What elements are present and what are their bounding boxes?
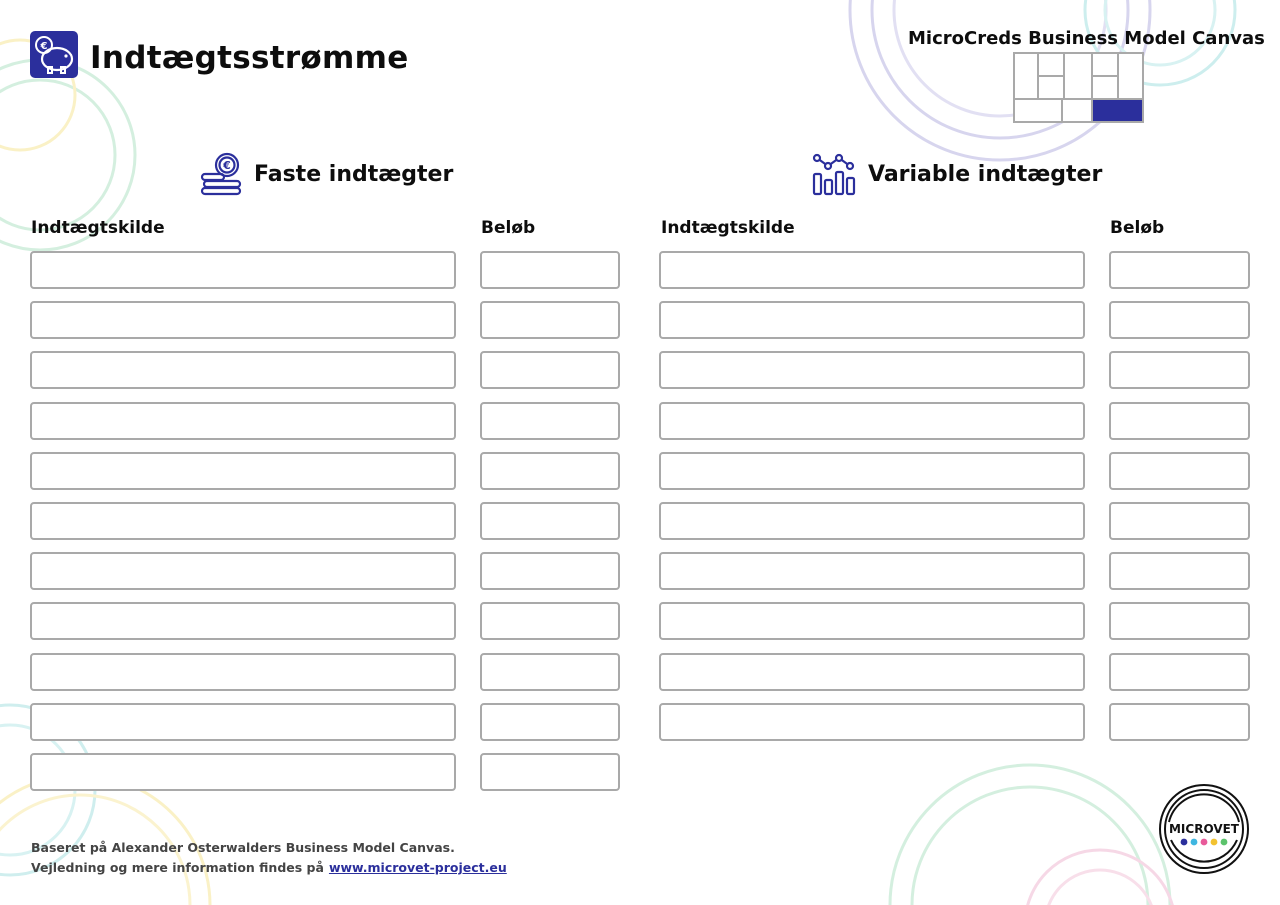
variable-income-title: Variable indtægter xyxy=(868,161,1103,187)
variable-amount-header: Beløb xyxy=(1110,218,1165,238)
variable-amount-field[interactable] xyxy=(1109,351,1250,389)
variable-source-field[interactable] xyxy=(659,301,1085,339)
fixed-source-field[interactable] xyxy=(30,301,456,339)
canvas-map xyxy=(1013,52,1144,123)
variable-source-field[interactable] xyxy=(659,251,1085,289)
variable-source-field[interactable] xyxy=(659,602,1085,640)
svg-text:€: € xyxy=(40,41,48,52)
logo-dot xyxy=(1211,839,1218,846)
variable-amount-field[interactable] xyxy=(1109,402,1250,440)
canvas-map-highlight xyxy=(1092,99,1143,122)
svg-text:€: € xyxy=(223,159,231,172)
coin-stack-euro-icon xyxy=(200,152,244,196)
fixed-amount-field[interactable] xyxy=(480,653,620,691)
fixed-source-field[interactable] xyxy=(30,703,456,741)
variable-source-field[interactable] xyxy=(659,452,1085,490)
variable-amount-field[interactable] xyxy=(1109,452,1250,490)
fixed-source-field[interactable] xyxy=(30,452,456,490)
fixed-amount-field[interactable] xyxy=(480,351,620,389)
fixed-income-heading xyxy=(200,152,453,196)
fixed-amount-field[interactable] xyxy=(480,703,620,741)
variable-amount-field[interactable] xyxy=(1109,301,1250,339)
fixed-source-field[interactable] xyxy=(30,653,456,691)
variable-source-field[interactable] xyxy=(659,653,1085,691)
project-website-link[interactable]: www.microvet-project.eu xyxy=(328,860,507,875)
fixed-income-title: Faste indtægter xyxy=(254,161,454,187)
variable-source-field[interactable] xyxy=(659,703,1085,741)
fixed-amount-field[interactable] xyxy=(480,301,620,339)
logo-dot xyxy=(1201,839,1208,846)
variable-amount-field[interactable] xyxy=(1109,602,1250,640)
fixed-amount-header: Beløb xyxy=(481,218,536,238)
variable-income-heading xyxy=(812,152,1102,196)
fixed-amount-field[interactable] xyxy=(480,251,620,289)
fixed-source-field[interactable] xyxy=(30,602,456,640)
footer-attribution: Baseret på Alexander Osterwalders Business Model Canvas. xyxy=(31,840,455,855)
logo-dot xyxy=(1191,839,1198,846)
fixed-source-field[interactable] xyxy=(30,502,456,540)
variable-amount-field[interactable] xyxy=(1109,502,1250,540)
fixed-amount-field[interactable] xyxy=(480,552,620,590)
variable-source-field[interactable] xyxy=(659,402,1085,440)
fixed-source-header: Indtægtskilde xyxy=(31,218,165,238)
page-title: Indtægtsstrømme xyxy=(90,40,409,76)
variable-source-field[interactable] xyxy=(659,502,1085,540)
canvas-title: MicroCreds Business Model Canvas xyxy=(908,28,1265,49)
piggy-bank-euro-icon xyxy=(30,31,78,78)
footer-info-line xyxy=(31,858,507,878)
variable-amount-field[interactable] xyxy=(1109,251,1250,289)
fixed-source-field[interactable] xyxy=(30,552,456,590)
variable-source-header: Indtægtskilde xyxy=(661,218,795,238)
fixed-source-field[interactable] xyxy=(30,402,456,440)
fixed-source-field[interactable] xyxy=(30,351,456,389)
logo-dot xyxy=(1181,839,1188,846)
fixed-amount-field[interactable] xyxy=(480,452,620,490)
footer xyxy=(31,838,507,878)
footer-info-text: Vejledning og mere information findes på xyxy=(31,860,324,875)
variable-amount-field[interactable] xyxy=(1109,703,1250,741)
fixed-amount-field[interactable] xyxy=(480,753,620,791)
logo-dot xyxy=(1221,839,1228,846)
variable-amount-field[interactable] xyxy=(1109,552,1250,590)
bar-chart-trend-icon xyxy=(812,152,858,196)
fixed-amount-field[interactable] xyxy=(480,502,620,540)
microvet-logo xyxy=(1157,782,1251,876)
variable-source-field[interactable] xyxy=(659,351,1085,389)
fixed-source-field[interactable] xyxy=(30,251,456,289)
logo-text: MICROVET xyxy=(1168,822,1240,836)
variable-amount-field[interactable] xyxy=(1109,653,1250,691)
fixed-amount-field[interactable] xyxy=(480,602,620,640)
fixed-source-field[interactable] xyxy=(30,753,456,791)
variable-source-field[interactable] xyxy=(659,552,1085,590)
fixed-amount-field[interactable] xyxy=(480,402,620,440)
